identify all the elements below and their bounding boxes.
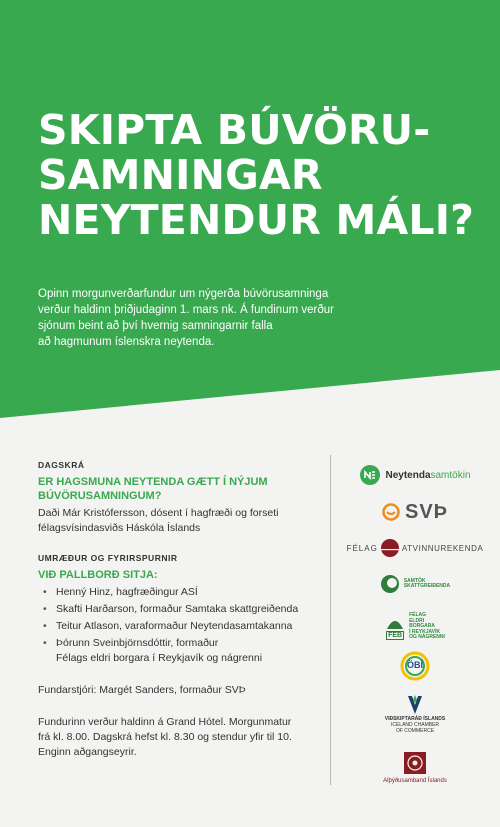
title-line-2: SAMNINGAR bbox=[38, 151, 323, 199]
intro-line-2: verður haldinn þriðjudaginn 1. mars nk. Á fundinum verður bbox=[38, 304, 334, 316]
asi-logo-icon bbox=[403, 751, 427, 775]
speaker-line-2: félagsvísindasviðs Háskóla Íslands bbox=[38, 522, 201, 534]
asi-logo bbox=[340, 747, 490, 787]
fa-logo bbox=[340, 537, 490, 559]
agenda-heading-line-1: ER HAGSMUNA NEYTENDA GÆTT Í NÝJUM bbox=[38, 476, 268, 488]
intro-line-1: Opinn morgunverðarfundur um nýgerða búvörusamninga bbox=[38, 288, 329, 300]
samtok-logo bbox=[340, 571, 490, 597]
vi-line-1: VIÐSKIPTARÁÐ ÍSLANDS bbox=[384, 716, 446, 722]
samtok-logo-icon bbox=[380, 574, 400, 594]
fa-logo-icon bbox=[380, 538, 400, 558]
feb-logo-icon bbox=[385, 615, 405, 640]
obi-logo-icon bbox=[400, 651, 430, 681]
speaker-line-1: Daði Már Kristófersson, dósent í hagfræði og forseti bbox=[38, 507, 279, 519]
samtokin-text: samtökin bbox=[430, 469, 471, 481]
intro-line-3: sjónum beint að því hvernig samningarnir falla bbox=[38, 320, 273, 332]
panel-member bbox=[38, 636, 298, 666]
vi-logo bbox=[340, 691, 490, 737]
intro-line-4: að hagmunum íslenskra neytenda. bbox=[38, 336, 215, 348]
page-title bbox=[38, 108, 478, 243]
vi-line-2: ICELAND CHAMBER bbox=[390, 722, 440, 728]
panel-member-4-line-2: Félags eldri borgara í Reykjavík og nágrenni bbox=[56, 652, 263, 664]
vi-line-3: OF COMMERCE bbox=[395, 728, 435, 734]
svth-text: SVÞ bbox=[404, 500, 449, 523]
intro-text bbox=[38, 286, 358, 350]
discussion-section bbox=[38, 551, 298, 668]
svth-logo bbox=[340, 499, 490, 525]
vi-logo-icon bbox=[407, 694, 423, 716]
agenda-label: DAGSKRÁ bbox=[38, 460, 85, 470]
feb-line-5: OG NÁGRENNI bbox=[409, 634, 445, 641]
feb-mark: FEB bbox=[388, 631, 403, 639]
moderator-text: Fundarstjóri: Margét Sanders, formaður SVÞ bbox=[38, 684, 246, 696]
panel-member: • Skafti Harðarson, formaður Samtaka skattgreiðenda bbox=[38, 602, 298, 617]
samtok-line-1: SAMTÖK bbox=[403, 577, 426, 584]
samtok-line-2: SKATTGREIÐENDA bbox=[403, 583, 451, 589]
practical-line-2: frá kl. 8.00. Dagskrá hefst kl. 8.30 og stendur yfir til 10. bbox=[38, 731, 292, 743]
feb-line-2: ELDRI bbox=[409, 617, 425, 624]
fa-right-text: ATVINNUREKENDA bbox=[401, 543, 484, 553]
panel-member: • Henný Hinz, hagfræðingur ASÍ bbox=[38, 585, 298, 600]
feb-logo bbox=[340, 609, 490, 645]
feb-line-3: BORGARA bbox=[409, 623, 435, 630]
asi-text: Alþýðusamband Íslands bbox=[383, 777, 447, 784]
feb-line-1: FÉLAG bbox=[409, 612, 427, 619]
obi-text: ÖBÍ bbox=[406, 660, 423, 670]
neytendasamtokin-logo bbox=[340, 463, 490, 487]
panel-member: • Teitur Atlason, varaformaður Neytendasamtakanna bbox=[38, 619, 298, 634]
discussion-label: UMRÆÐUR OG FYRIRSPURNIR bbox=[38, 553, 178, 563]
keynote-speaker bbox=[38, 506, 278, 536]
neytenda-text: Neytenda bbox=[385, 469, 431, 481]
practical-info bbox=[38, 715, 292, 760]
practical-line-3: Enginn aðgangseyrir. bbox=[38, 746, 137, 758]
agenda-heading bbox=[38, 475, 278, 503]
panel-member-4-line-1: • Þórunn Sveinbjörnsdóttir, formaður bbox=[56, 637, 219, 649]
obi-logo bbox=[340, 651, 490, 681]
practical-line-1: Fundurinn verður haldinn á Grand Hótel. Morgunmatur bbox=[38, 716, 292, 728]
neytendasamtokin-logo-icon bbox=[359, 464, 381, 486]
title-line-1: SKIPTA BÚVÖRU- bbox=[38, 106, 431, 154]
column-divider bbox=[330, 455, 331, 785]
fa-left-text: FÉLAG bbox=[346, 543, 378, 553]
agenda-section bbox=[38, 458, 278, 536]
feb-line-4: Í REYKJAVÍK bbox=[409, 628, 441, 635]
title-line-3: NEYTENDUR MÁLI? bbox=[38, 196, 475, 244]
agenda-heading-line-2: BÚVÖRUSAMNINGUM? bbox=[38, 490, 162, 502]
svth-logo-icon bbox=[382, 503, 400, 521]
panel-list bbox=[38, 585, 298, 666]
panel-heading: VIÐ PALLBORÐ SITJA: bbox=[38, 569, 158, 581]
